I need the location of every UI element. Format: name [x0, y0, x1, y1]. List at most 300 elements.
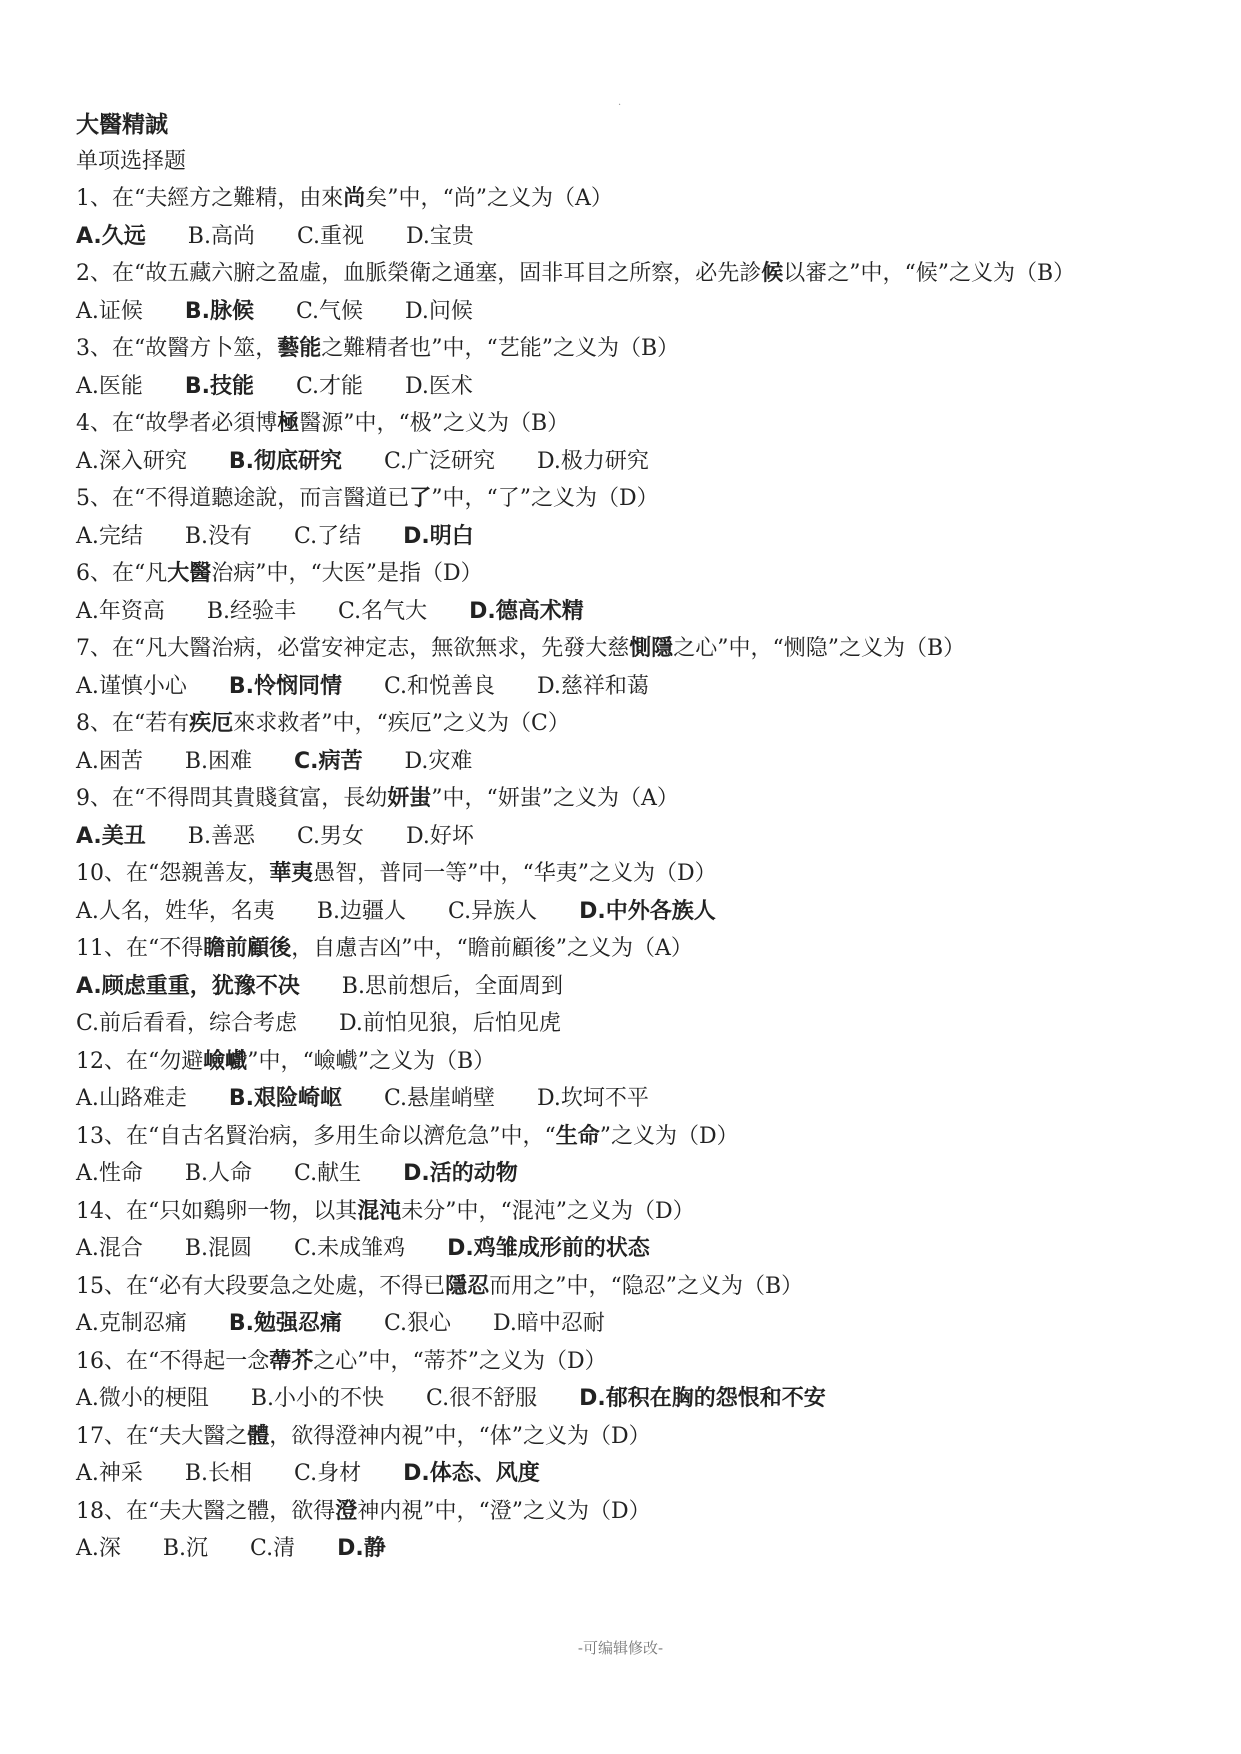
option-label: D.: [405, 373, 429, 399]
stem-text: 13、在“自古名賢治病，多用生命以濟危急”中，“: [76, 1123, 556, 1149]
option-label: A.: [76, 673, 99, 699]
option-label: A.: [76, 373, 99, 399]
option-label: A.: [76, 1086, 99, 1111]
stem-text: 8、在“若有: [76, 711, 190, 736]
option-row: [76, 1455, 1196, 1493]
option-text: 医能: [98, 373, 143, 399]
option-text: 和悦善良: [407, 673, 496, 699]
option-text: 小小的不快: [274, 1386, 385, 1411]
option-row: [76, 743, 1196, 781]
correct-option-text: 技能: [210, 373, 255, 399]
option-label: A.: [76, 1461, 99, 1486]
highlighted-term: 體: [247, 1423, 270, 1449]
answer-option: [426, 1380, 537, 1418]
page-footer: -可编辑修改-: [577, 1639, 664, 1657]
stem-text: 1、在“夫經方之難精，由來: [76, 186, 344, 211]
stem-text: 15、在“必有大段要急之处處，不得已: [76, 1273, 446, 1299]
highlighted-term: 隱忍: [445, 1273, 490, 1299]
section-heading: 单项选择题: [76, 149, 187, 174]
answer-option: [76, 368, 143, 406]
option-label: B.: [184, 1236, 209, 1261]
answer-option: [384, 668, 495, 706]
option-label: D.: [405, 223, 430, 249]
answer-option: [188, 218, 255, 256]
option-text: 困难: [208, 748, 253, 774]
option-text: 边疆人: [340, 898, 407, 924]
correct-option-text: 勉强忍痛: [254, 1311, 343, 1336]
option-label: B.: [228, 1086, 255, 1111]
answer-option: [229, 668, 342, 706]
option-label: C.: [294, 1236, 318, 1261]
question-stem: [76, 1493, 1196, 1531]
option-label: D.: [339, 1011, 363, 1036]
option-text: 前怕见狼，后怕见虎: [362, 1011, 561, 1036]
option-row: [76, 1530, 1196, 1568]
option-text: 谨慎小心: [98, 673, 187, 699]
question-stem: [76, 330, 1196, 368]
option-text: 慈祥和蔼: [560, 673, 649, 699]
answer-option: [405, 293, 473, 331]
option-text: 完结: [98, 523, 143, 549]
option-label: A.: [76, 1161, 99, 1186]
stem-text: 之難精者也”中，“艺能”之义为（B）: [321, 336, 680, 361]
correct-option-text: 病苦: [318, 748, 363, 774]
stem-text: 10、在“怨親善友，: [76, 861, 270, 886]
answer-option: [339, 1005, 561, 1043]
answer-option: [76, 1005, 297, 1043]
option-row: [76, 1155, 1196, 1193]
stem-text: 17、在“夫大醫之: [76, 1423, 248, 1449]
highlighted-term: 混沌: [357, 1198, 402, 1224]
option-text: 克制忍痛: [98, 1311, 187, 1336]
question-stem: [76, 180, 1196, 218]
option-label: C.: [426, 1386, 450, 1411]
option-label: B.: [162, 1536, 187, 1561]
correct-option-text: 久远: [101, 223, 146, 249]
answer-option: [579, 893, 716, 931]
correct-option-text: 德高术精: [495, 598, 584, 624]
answer-option: [76, 893, 275, 931]
correct-option-text: 静: [363, 1536, 386, 1561]
option-row: [76, 518, 1196, 556]
highlighted-term: 澄: [335, 1498, 358, 1524]
answer-option: [185, 293, 254, 331]
stem-text: 醫源”中，“极”之义为（B）: [299, 411, 570, 436]
option-label: D.: [469, 598, 496, 624]
highlighted-term: 候: [761, 261, 784, 286]
option-label: D.: [405, 823, 430, 849]
answer-option: [405, 743, 473, 781]
highlighted-term: 蔕芥: [269, 1348, 314, 1374]
option-text: 极力研究: [560, 448, 649, 474]
option-text: 长相: [208, 1461, 253, 1486]
answer-option: [76, 743, 143, 781]
option-label: C.: [294, 1161, 318, 1186]
question-stem: [76, 1343, 1196, 1381]
option-row: [76, 443, 1196, 481]
answer-option: [338, 593, 427, 631]
question-stem: [76, 480, 1196, 518]
option-text: 深: [98, 1536, 121, 1561]
answer-option: [76, 968, 300, 1006]
answer-option: [76, 1155, 143, 1193]
stem-text: ，自慮吉凶”中，“瞻前顧後”之义为（A）: [291, 936, 693, 961]
option-label: C.: [384, 448, 408, 474]
option-label: C.: [296, 373, 320, 399]
correct-option-text: 鸡雏成形前的状态: [473, 1236, 650, 1261]
option-row: [76, 1230, 1196, 1268]
option-label: B.: [184, 523, 209, 549]
stem-text: 18、在“夫大醫之體，欲得: [76, 1498, 336, 1524]
option-text: 气候: [319, 298, 364, 324]
stem-text: 治病”中，“大医”是指（D）: [211, 561, 483, 586]
stem-text: 11、在“不得: [76, 936, 204, 961]
option-text: 才能: [319, 373, 364, 399]
answer-option: [185, 518, 252, 556]
option-label: A.: [76, 523, 99, 549]
stem-text: ”中，“妍蚩”之义为（A）: [431, 786, 679, 811]
stem-text: 12、在“勿避: [76, 1048, 204, 1074]
answer-option: [447, 1230, 650, 1268]
stem-text: 愚智，普同一等”中，“华夷”之义为（D）: [313, 861, 717, 886]
stem-text: 矣”中，“尚”之义为（A）: [365, 186, 613, 211]
option-label: A.: [76, 748, 99, 774]
option-text: 证候: [98, 298, 143, 324]
option-label: C.: [294, 1461, 318, 1486]
question-stem: [76, 555, 1196, 593]
option-text: 异族人: [471, 898, 538, 924]
highlighted-term: 疾厄: [189, 711, 234, 736]
answer-option: [76, 1080, 187, 1118]
answer-option: [294, 1155, 361, 1193]
option-text: 人命: [208, 1161, 253, 1186]
option-text: 沉: [186, 1536, 209, 1561]
highlighted-term: 嶮巇: [203, 1048, 248, 1074]
answer-option: [537, 668, 649, 706]
option-label: D.: [537, 673, 561, 699]
option-label: B.: [187, 223, 211, 249]
answer-option: [403, 1455, 540, 1493]
option-text: 悬崖峭壁: [407, 1086, 496, 1111]
answer-option: [579, 1380, 826, 1418]
option-label: C.: [384, 1311, 408, 1336]
option-label: A.: [76, 1386, 99, 1411]
answer-option: [229, 1305, 342, 1343]
option-label: A.: [76, 598, 99, 624]
option-row: [76, 1380, 1196, 1418]
stem-text: 來求救者”中，“疾厄”之义为（C）: [233, 711, 570, 736]
correct-option-text: 顾虑重重，犹豫不决: [101, 973, 300, 999]
answer-option: [76, 1305, 187, 1343]
option-label: B.: [228, 1311, 255, 1336]
stem-text: 4、在“故學者必須博: [76, 411, 278, 436]
option-text: 善恶: [210, 823, 255, 849]
answer-option: [76, 443, 187, 481]
option-row: [76, 668, 1196, 706]
option-label: C.: [296, 823, 320, 849]
question-stem: [76, 1043, 1196, 1081]
option-label: B.: [316, 898, 341, 924]
option-text: 深入研究: [98, 448, 187, 474]
option-text: 狠心: [407, 1311, 452, 1336]
correct-option-text: 体态、风度: [429, 1461, 540, 1486]
option-label: D.: [537, 448, 561, 474]
option-label: D.: [404, 748, 429, 774]
option-label: D.: [579, 1386, 606, 1411]
correct-option-text: 美丑: [101, 823, 146, 849]
option-label: D.: [405, 298, 429, 324]
option-label: C.: [296, 223, 320, 249]
stem-text: 未分”中，“混沌”之义为（D）: [401, 1198, 695, 1224]
option-text: 身材: [317, 1461, 362, 1486]
option-label: A.: [76, 1236, 99, 1261]
answer-option: [403, 518, 474, 556]
option-label: A.: [76, 823, 102, 849]
option-text: 灾难: [428, 748, 473, 774]
option-text: 医术: [428, 373, 473, 399]
option-text: 困苦: [98, 748, 143, 774]
option-label: C.: [294, 523, 318, 549]
question-stem: [76, 1268, 1196, 1306]
option-text: 高尚: [210, 223, 255, 249]
stem-text: 9、在“不得問其貴賤貧富，長幼: [76, 786, 388, 811]
stem-text: 16、在“不得起一念: [76, 1348, 270, 1374]
stem-text: ”中，“了”之义为（D）: [431, 486, 659, 511]
stem-text: 5、在“不得道聽途說，而言醫道已: [76, 486, 410, 511]
option-row: [76, 293, 1196, 331]
stem-text: 14、在“只如鷄卵一物，以其: [76, 1198, 358, 1224]
option-label: A.: [76, 1536, 99, 1561]
answer-option: [537, 1080, 649, 1118]
option-label: D.: [447, 1236, 474, 1261]
correct-option-text: 怜悯同情: [254, 673, 343, 699]
answer-option: [294, 1455, 361, 1493]
option-label: C.: [448, 898, 472, 924]
answer-option: [76, 593, 165, 631]
option-text: 清: [273, 1536, 296, 1561]
correct-option-text: 中外各族人: [605, 898, 716, 924]
option-label: B.: [184, 298, 211, 324]
option-label: D.: [493, 1311, 517, 1336]
option-label: D.: [403, 523, 430, 549]
answer-option: [342, 968, 563, 1006]
option-text: 好坏: [429, 823, 474, 849]
answer-option: [297, 218, 364, 256]
option-label: D.: [579, 898, 606, 924]
option-text: 男女: [319, 823, 364, 849]
answer-option: [207, 593, 296, 631]
question-stem: [76, 405, 1196, 443]
document-body: [76, 107, 1196, 1568]
option-text: 年资高: [98, 598, 165, 624]
stem-text: 而用之”中，“隐忍”之义为（B）: [489, 1273, 804, 1299]
option-label: A.: [76, 223, 102, 249]
highlighted-term: 華夷: [269, 861, 314, 886]
stem-text: 7、在“凡大醫治病，必當安神定志，無欲無求，先發大慈: [76, 636, 630, 661]
answer-option: [384, 443, 495, 481]
option-label: C.: [76, 1011, 100, 1036]
option-label: B.: [184, 748, 209, 774]
option-text: 宝贵: [429, 223, 474, 249]
option-text: 很不舒服: [449, 1386, 538, 1411]
option-text: 问候: [428, 298, 473, 324]
option-label: C.: [250, 1536, 274, 1561]
answer-option: [185, 368, 254, 406]
question-stem: [76, 1118, 1196, 1156]
option-label: B.: [184, 1461, 209, 1486]
option-label: B.: [341, 973, 365, 999]
highlighted-term: 尚: [343, 186, 366, 211]
option-label: C.: [338, 598, 362, 624]
answer-option: [76, 1380, 209, 1418]
highlighted-term: 大醫: [167, 561, 212, 586]
answer-option: [297, 818, 364, 856]
option-label: D.: [537, 1086, 561, 1111]
question-stem: [76, 705, 1196, 743]
answer-option: [337, 1530, 386, 1568]
correct-option-text: 彻底研究: [254, 448, 343, 474]
stem-text: 神内視”中，“澄”之义为（D）: [357, 1498, 651, 1524]
stem-text: 3、在“故醫方卜筮，: [76, 336, 278, 361]
header-dot: ·: [618, 100, 622, 111]
option-text: 混圆: [208, 1236, 253, 1261]
option-label: B.: [250, 1386, 275, 1411]
question-stem: [76, 855, 1196, 893]
question-stem: [76, 930, 1196, 968]
question-list: [76, 180, 1196, 1568]
answer-option: [493, 1305, 605, 1343]
answer-option: [76, 1455, 143, 1493]
stem-text: ”中，“嶮巇”之义为（B）: [247, 1048, 496, 1074]
option-row: [76, 818, 1196, 856]
option-text: 微小的梗阻: [98, 1386, 209, 1411]
option-text: 山路难走: [98, 1086, 187, 1111]
highlighted-term: 妍蚩: [387, 786, 432, 811]
option-text: 了结: [317, 523, 362, 549]
option-text: 名气大: [361, 598, 428, 624]
option-text: 经验丰: [230, 598, 297, 624]
option-row: [76, 593, 1196, 631]
option-label: C.: [384, 1086, 408, 1111]
option-label: A.: [76, 898, 99, 924]
option-text: 前后看看，综合考虑: [99, 1011, 298, 1036]
answer-option: [76, 818, 146, 856]
option-label: C.: [294, 748, 319, 774]
highlighted-term: 惻隱: [629, 636, 674, 661]
document-title: 大醫精誠: [76, 112, 168, 138]
answer-option: [405, 368, 473, 406]
highlighted-term: 生命: [555, 1123, 600, 1149]
answer-option: [76, 1230, 143, 1268]
option-text: 献生: [317, 1161, 362, 1186]
option-label: D.: [403, 1461, 430, 1486]
answer-option: [251, 1380, 384, 1418]
question-stem: [76, 1193, 1196, 1231]
answer-option: [294, 518, 361, 556]
option-row: [76, 218, 1196, 256]
answer-option: [406, 218, 474, 256]
option-text: 重视: [319, 223, 364, 249]
answer-option: [384, 1305, 451, 1343]
option-label: A.: [76, 298, 99, 324]
stem-text: ，欲得澄神内視”中，“体”之义为（D）: [269, 1423, 651, 1449]
answer-option: [76, 518, 143, 556]
option-label: D.: [403, 1161, 430, 1186]
option-label: B.: [187, 823, 211, 849]
answer-option: [76, 293, 143, 331]
option-row: [76, 1305, 1196, 1343]
option-text: 人名，姓华，名夷: [98, 898, 275, 924]
answer-option: [296, 368, 363, 406]
option-label: B.: [228, 448, 255, 474]
correct-option-text: 活的动物: [429, 1161, 518, 1186]
answer-option: [229, 443, 342, 481]
option-text: 混合: [98, 1236, 143, 1261]
option-label: A.: [76, 448, 99, 474]
correct-option-text: 郁积在胸的怨恨和不安: [605, 1386, 826, 1411]
answer-option: [296, 293, 363, 331]
answer-option: [76, 218, 146, 256]
option-text: 神采: [98, 1461, 143, 1486]
answer-option: [163, 1530, 208, 1568]
correct-option-text: 明白: [429, 523, 474, 549]
option-text: 未成雏鸡: [317, 1236, 406, 1261]
stem-text: 之心”中，“蒂芥”之义为（D）: [313, 1348, 607, 1374]
answer-option: [294, 1230, 405, 1268]
answer-option: [188, 818, 255, 856]
option-text: 暗中忍耐: [516, 1311, 605, 1336]
stem-text: 以審之”中，“候”之义为（B）: [783, 261, 1076, 286]
question-stem: [76, 255, 1196, 293]
option-text: 广泛研究: [407, 448, 496, 474]
answer-option: [448, 893, 537, 931]
option-row: [76, 1005, 1196, 1043]
answer-option: [294, 743, 363, 781]
answer-option: [317, 893, 406, 931]
option-text: 没有: [208, 523, 253, 549]
answer-option: [76, 668, 187, 706]
answer-option: [406, 818, 474, 856]
stem-text: ”之义为（D）: [599, 1123, 739, 1149]
question-stem: [76, 780, 1196, 818]
answer-option: [185, 1230, 252, 1268]
correct-option-text: 艰险崎岖: [254, 1086, 343, 1111]
answer-option: [185, 743, 252, 781]
option-label: C.: [296, 298, 320, 324]
option-label: A.: [76, 1311, 99, 1336]
option-text: 思前想后，全面周到: [364, 973, 563, 999]
option-label: A.: [76, 973, 102, 999]
option-label: D.: [337, 1536, 364, 1561]
question-stem: [76, 630, 1196, 668]
answer-option: [250, 1530, 295, 1568]
answer-option: [76, 1530, 121, 1568]
stem-text: 之心”中，“恻隐”之义为（B）: [673, 636, 966, 661]
option-row: [76, 968, 1196, 1006]
answer-option: [403, 1155, 518, 1193]
option-label: B.: [206, 598, 231, 624]
answer-option: [185, 1455, 252, 1493]
stem-text: 2、在“故五藏六腑之盈虛，血脈榮衛之通塞，固非耳目之所察，必先診: [76, 261, 762, 286]
option-label: B.: [184, 373, 211, 399]
option-row: [76, 1080, 1196, 1118]
option-label: C.: [384, 673, 408, 699]
highlighted-term: 瞻前顧後: [203, 936, 292, 961]
option-text: 坎坷不平: [560, 1086, 649, 1111]
question-stem: [76, 1418, 1196, 1456]
answer-option: [537, 443, 649, 481]
highlighted-term: 了: [409, 486, 432, 511]
